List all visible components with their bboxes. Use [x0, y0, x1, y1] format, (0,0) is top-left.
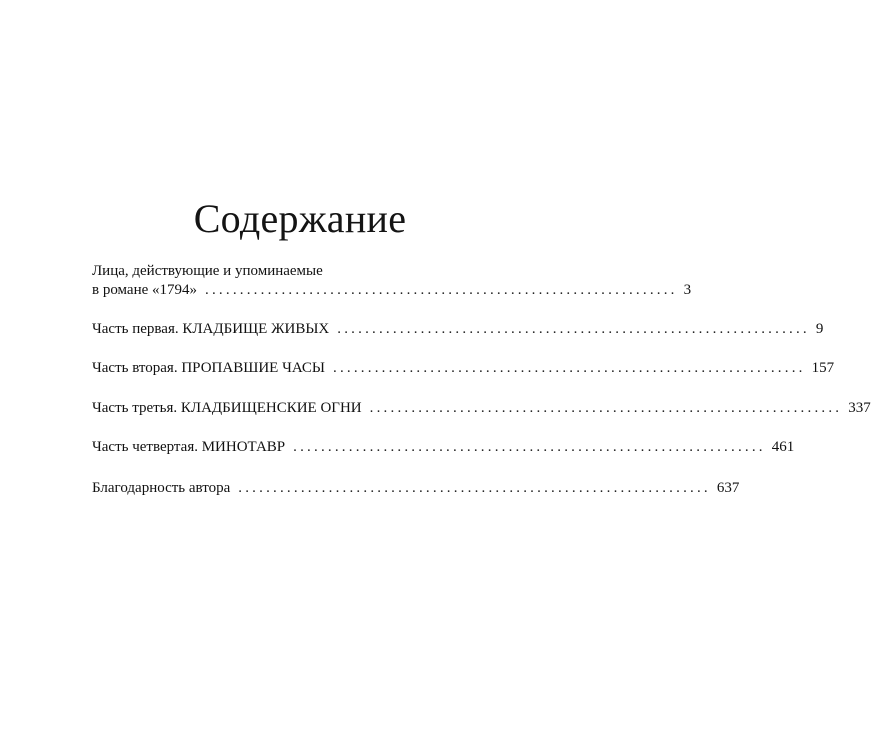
page-title: Содержание [193, 195, 407, 241]
toc-page-number: 3 [683, 282, 692, 298]
toc-leader-dots: .................................................................... [337, 321, 810, 337]
toc-page-number: 9 [815, 321, 824, 337]
toc-leader-dots: .................................................................... [369, 400, 843, 416]
toc-entry-lead-text: Лица, действующие и упоминаемые [92, 263, 323, 279]
toc-entry-characters [92, 262, 692, 300]
toc-entry-part-three [92, 399, 871, 418]
toc-entry-title: Часть вторая. ПРОПАВШИЕ ЧАСЫ [92, 360, 325, 376]
toc-entry-part-four [92, 438, 795, 457]
toc-page-number: 157 [811, 360, 835, 376]
toc-page-number: 337 [848, 400, 871, 416]
toc-leader-dots: .................................................................... [238, 480, 711, 496]
toc-entry-title: Часть первая. КЛАДБИЩЕ ЖИВЫХ [92, 321, 330, 337]
toc-entry-part-one [92, 320, 824, 339]
toc-entry-part-two [92, 359, 835, 378]
toc-entry-title: в романе «1794» [92, 282, 198, 298]
toc-entry-acknowledgements [92, 479, 740, 498]
toc-entry-title: Часть третья. КЛАДБИЩЕНСКИЕ ОГНИ [92, 400, 362, 416]
toc-leader-dots: .................................................................... [293, 439, 766, 455]
toc-entry-title: Часть четвертая. МИНОТАВР [92, 439, 286, 455]
toc-page-number: 637 [716, 480, 740, 496]
toc-page-number: 461 [771, 439, 795, 455]
toc-leader-dots: .................................................................... [205, 282, 678, 298]
toc-leader-dots: .................................................................... [333, 360, 806, 376]
toc-entry-title: Благодарность автора [92, 480, 231, 496]
